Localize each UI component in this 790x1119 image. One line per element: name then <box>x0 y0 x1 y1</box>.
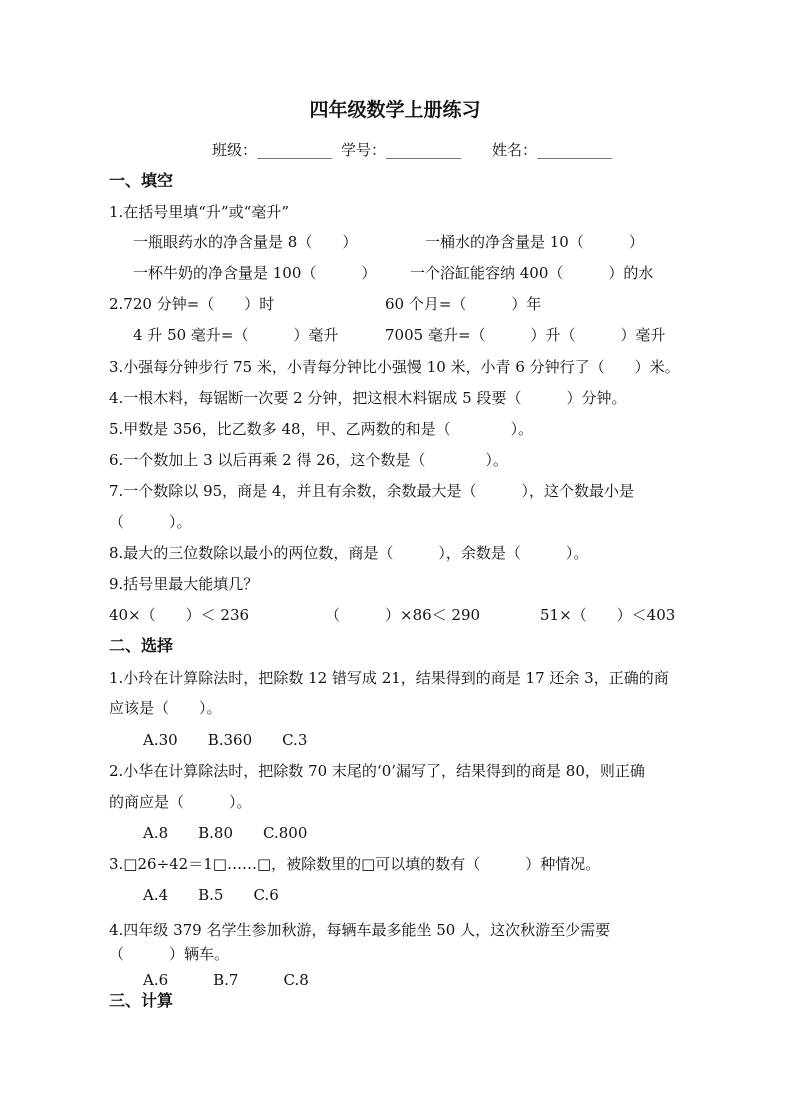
choice-q4-options: A.6 B.7 C.8 <box>143 971 309 989</box>
fill-q5: 5.甲数是 356，比乙数多 48，甲、乙两数的和是（ ）。 <box>109 420 534 438</box>
fill-q7-line1: 7.一个数除以 95，商是 4，并且有余数，余数最大是（ ），这个数最小是 <box>109 482 634 500</box>
fill-q6: 6.一个数加上 3 以后再乘 2 得 26，这个数是（ ）。 <box>109 451 508 469</box>
fill-q9b: （ ）×86＜ 290 <box>325 606 481 624</box>
fill-q1: 1.在括号里填“升”或“毫升” <box>109 203 289 221</box>
section-calc-heading: 三、计算 <box>109 991 174 1010</box>
fill-q1a: 一瓶眼药水的净含量是 8（ ） <box>133 233 358 251</box>
choice-q2-line2: 的商应是（ ）。 <box>109 793 252 811</box>
section-choice-heading: 二、选择 <box>109 636 174 655</box>
fill-q2c: 4 升 50 毫升=（ ）毫升 <box>133 326 339 344</box>
section-fill-heading: 一、填空 <box>109 171 174 190</box>
choice-q3-options: A.4 B.5 C.6 <box>143 886 279 904</box>
fill-q9a: 40×（ ）＜ 236 <box>109 606 250 624</box>
fill-q9c: 51×（ ）＜403 <box>540 606 676 624</box>
fill-q1d: 一个浴缸能容纳 400（ ）的水 <box>410 264 654 282</box>
fill-q9: 9.括号里最大能填几？ <box>109 575 259 593</box>
choice-q1-options: A.30 B.360 C.3 <box>143 731 308 749</box>
choice-q1-line1: 1.小玲在计算除法时，把除数 12 错写成 21，结果得到的商是 17 还余 3，正确的商 <box>109 669 669 687</box>
fill-q7-line2: （ ）。 <box>109 513 192 531</box>
fill-q2b: 60 个月=（ ）年 <box>385 295 542 313</box>
choice-q3: 3.□26÷42＝1□……□，被除数里的□可以填的数有（ ）种情况。 <box>109 855 601 873</box>
choice-q4-line1: 4.四年级 379 名学生参加秋游，每辆车最多能坐 50 人，这次秋游至少需要 <box>109 921 611 939</box>
fill-q3: 3.小强每分钟步行 75 米，小青每分钟比小强慢 10 米，小青 6 分钟行了（ ）米。 <box>109 358 680 376</box>
student-number-field: 学号：__________ <box>341 141 462 159</box>
class-field: 班级：__________ <box>212 141 333 159</box>
fill-q4: 4.一根木料，每锯断一次要 2 分钟，把这根木料锯成 5 段要（ ）分钟。 <box>109 389 627 407</box>
student-name-field: 姓名：__________ <box>492 141 613 159</box>
choice-q4-line2: （ ）辆车。 <box>109 945 230 963</box>
fill-q2d: 7005 毫升=（ ）升（ ）毫升 <box>385 326 666 344</box>
page-title: 四年级数学上册练习 <box>309 99 481 121</box>
choice-q1-line2: 应该是（ ）。 <box>109 699 222 717</box>
choice-q2-line1: 2.小华在计算除法时，把除数 70 末尾的‘0’漏写了，结果得到的商是 80，则正确 <box>109 762 645 780</box>
fill-q1b: 一桶水的净含量是 10（ ） <box>425 233 644 251</box>
fill-q1c: 一杯牛奶的净含量是 100（ ） <box>133 264 377 282</box>
choice-q2-options: A.8 B.80 C.800 <box>143 824 308 842</box>
fill-q8: 8.最大的三位数除以最小的两位数，商是（ ），余数是（ ）。 <box>109 544 589 562</box>
fill-q2a: 2.720 分钟=（ ）时 <box>109 295 275 313</box>
